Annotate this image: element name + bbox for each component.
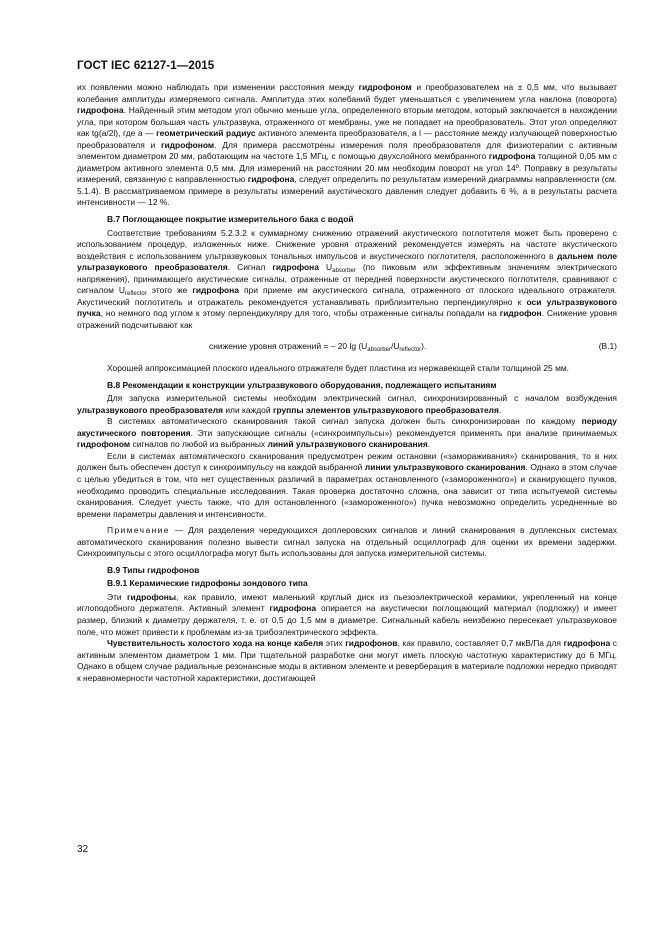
paragraph: [77, 393, 617, 416]
page-header: ГОСТ IEC 62127-1—2015: [77, 60, 215, 72]
bold-term: линии ультразвукового сканирования: [364, 462, 526, 473]
text-run: Соответствие требованиям 5.2.3.2 к суммарному снижению отражений акустического поглотителя может быть проверено с использованием процедур, изложенных ниже. Снижение уровня отражений рекомендуется измерять на частоте акустического воздействия с использованием ультразвуковых тональных импульсов и акустического поглотителя, расположенного в: [77, 227, 617, 261]
paragraph: [77, 525, 617, 560]
text-run: , как правило, имеют маленький круглый диск из пьезоэлектрической керамики, укрепленный на конце иглоподобного держателя. Активный элемент: [77, 591, 617, 614]
bold-term: геометрический радиус: [156, 128, 256, 139]
bold-term: гидрофона: [77, 105, 124, 116]
text-run: U: [318, 262, 333, 273]
bold-term: гидрофона: [272, 262, 319, 273]
text-run: этого же: [146, 285, 193, 296]
text-run: и преобразователем на ± 0,5 мм, что вызывает колебания амплитуды измеряемого сигнала. Амплитуда этих колебаний будет уменьшаться с увеличением угла наклона (поворота): [77, 82, 617, 104]
bold-term: Чувствительность холостого хода на конце кабеля: [107, 638, 324, 649]
text-run: , как правило, составляет 0,7 мкВ/Па для: [397, 638, 564, 649]
bold-term: линий ультразвукового сканирования: [267, 439, 428, 450]
bold-term: гидрофон: [499, 308, 542, 319]
formula-number: (В.1): [598, 341, 617, 352]
subscript: reflector: [399, 347, 422, 354]
text-run: В.9.1 Керамические гидрофоны зондового типа: [107, 578, 308, 589]
text-run: /U: [390, 341, 400, 352]
text-run: . Снижение уровня отражений подсчитывают как: [77, 308, 617, 330]
text-run: В.9 Типы гидрофонов: [107, 564, 200, 575]
section-heading: [107, 214, 617, 226]
section-heading: [107, 578, 617, 590]
text-run: В.8 Рекомендации к конструкции ультразвукового оборудования, подлежащего испытаниям: [107, 379, 497, 390]
text-run: . Найденный этим методом угол обычно меньше угла, определенного вторым методом, который заключается в нахождении угла, при котором большая часть ультразвука, отраженного от мембраны, уже не попадает на преобразователь. Этот угол определяют как tg(a/2l), где a —: [77, 105, 617, 139]
text-run: с активным элементом диаметром 1 мм. При тщательной разработке они могут иметь плоскую частотную характеристику до 6 МГц. Однако в общем случае радиальные резонансные моды в активном элементе и реверберация в материале подложки нередко приводят к неравномерности частотной характеристики, достигающей: [77, 638, 617, 683]
text-run: активного элемента преобразователя, а l — расстояние между излучающей поверхностью преобразователя и: [77, 128, 617, 150]
subscript: reflector: [125, 291, 147, 298]
section-heading: [107, 565, 617, 577]
text-run: Хорошей аппроксимацией плоского идеального отражателя будет пластина из нержавеющей стали толщиной 25 мм.: [107, 363, 570, 374]
text-run: (по пиковым или эффективным значениям электрического напряжения), принимающего акустические сигналы, отраженные от передней поверхности акустического поглотителя, сравнивают с сигналом U: [77, 262, 617, 296]
subscript: absorber: [332, 268, 356, 275]
subscript: absorber: [367, 347, 391, 354]
text-run: Если в системах автоматического сканирования предусмотрен режим остановки («замораживания») сканирования, то в них должен быть обеспечен доступ к синхроимпульсу на каждой выбранной: [77, 450, 617, 473]
bold-term: группы элементов ультразвукового преобразователя: [272, 404, 499, 415]
paragraph: [77, 592, 617, 638]
paragraph: [77, 638, 617, 684]
bold-term: гидрофоном: [358, 82, 412, 92]
text-run: В.7 Поглощающее покрытие измерительного бака с водой: [107, 214, 354, 225]
text-run: сигналов по любой из выбранных: [130, 439, 268, 450]
bold-term: гидрофона: [563, 638, 611, 649]
bold-term: дальнем поле ультразвукового преобразователя: [77, 250, 618, 273]
section-heading: [107, 380, 617, 392]
text-run: .: [498, 404, 502, 415]
bold-term: гидрофона: [488, 151, 536, 162]
paragraph: [77, 82, 617, 209]
formula-text: [209, 341, 426, 353]
paragraph: [77, 228, 617, 332]
bold-term: периоду акустического повторения: [77, 416, 617, 438]
document-body: [77, 82, 617, 684]
text-run: , но немного под углом к этому перпендикуляру для того, чтобы отраженные сигналы попадали на: [100, 308, 500, 319]
bold-term: гидрофона: [247, 174, 295, 185]
text-run: В системах автоматического сканирования такой сигнал запуска должен быть синхронизирован по каждому: [107, 416, 582, 427]
bold-term: гидрофонов: [345, 638, 398, 649]
bold-term: ультразвукового преобразователя: [77, 404, 223, 415]
page-number: 32: [77, 844, 89, 855]
bold-term: гидрофона: [192, 285, 239, 296]
text-run: или каждой: [223, 404, 273, 415]
text-run: . Однако в этом случае с целью убедиться в том, что нет существенных различий в параметрах остановленного («замороженного») и сканирующего пучков, необходимо проводить специальные исследования. Такая проверка достаточно сложна, она зависит от типа испытуемой системы сканирования. Следует учесть также, что для остановленного («замороженного») пучка невозможно определить усредненные во времени параметры давления и интенсивности.: [77, 462, 618, 519]
text-run: их появлении можно наблюдать при изменении расстояния между: [77, 82, 359, 92]
text-run: ).: [421, 341, 427, 352]
text-run: .: [427, 439, 431, 450]
text-run: при приеме им акустического сигнала, отраженного от плоского идеального отражателя. Акустический поглотитель и отражатель рекомендуется устанавливать приблизительно перпендикулярно к: [77, 285, 617, 307]
text-run: снижение уровня отражений = – 20 lg (U: [209, 341, 368, 352]
paragraph: [77, 363, 617, 375]
text-run: . Для примера рассмотрены измерения поля преобразователя для физиотерапии с активным элементом диаметром 20 мм, работающим на частоте 1,5 МГц, с помощью двухслойного мембранного: [77, 139, 617, 162]
bold-term: оси ультразвукового пучка: [77, 296, 617, 319]
formula: [77, 341, 617, 353]
text-run: Для запуска измерительной системы необходим электрический сигнал, синхронизированный с началом возбуждения: [107, 393, 617, 404]
bold-term: гидрофоном: [77, 439, 131, 450]
text-run: — Для разделения чередующихся доплеровских сигналов и линий сканирования в дуплексных системах автоматического сканирования полезно вывести сигнал запуска на отдельный осциллограф для оценки их времени задержки. Синхроимпульсы с этого осциллографа могут быть использованы для запуска измерительной системы.: [77, 525, 617, 559]
text-run: . Сигнал: [227, 262, 273, 273]
text-run: Эти: [107, 591, 128, 602]
paragraph: [77, 451, 617, 520]
text-run: , следует определить по результатам измерений диаграммы направленности (см. 5.1.4). В рассматриваемом примере в результаты измерений акустического давления следует добавить 6 %, а в результаты расчета интенсивности — 12 %.: [77, 174, 617, 208]
text-run: . Эти запускающие сигналы («синхроимпульсы») рекомендуется применять при анализе принимаемых: [190, 427, 617, 438]
text-run: этих: [323, 638, 346, 649]
bold-term: гидрофоны: [127, 591, 177, 602]
bold-term: гидрофона: [269, 603, 317, 614]
text-run: опирается на акустически поглощающий материал (подложку) и имеет размер, близкий к диаметру держателя, т. е. от 0,5 до 1,5 мм в диаметре. Сигнальный кабель неизбежно пересекает ультразвуковое поле, что может привести к проблемам из-за трибоэлектрического эффекта.: [77, 603, 617, 637]
text-run: Примечание: [107, 525, 170, 536]
paragraph: [77, 416, 617, 451]
bold-term: гидрофоном: [160, 139, 215, 150]
text-run: толщиной 0,05 мм с диаметром активного элемента 0,5 мм. Для измерений на расстоянии 20 мм необходим поворот на угол 14º. Поправку в результаты измерений, связанную с направленностью: [77, 151, 617, 185]
